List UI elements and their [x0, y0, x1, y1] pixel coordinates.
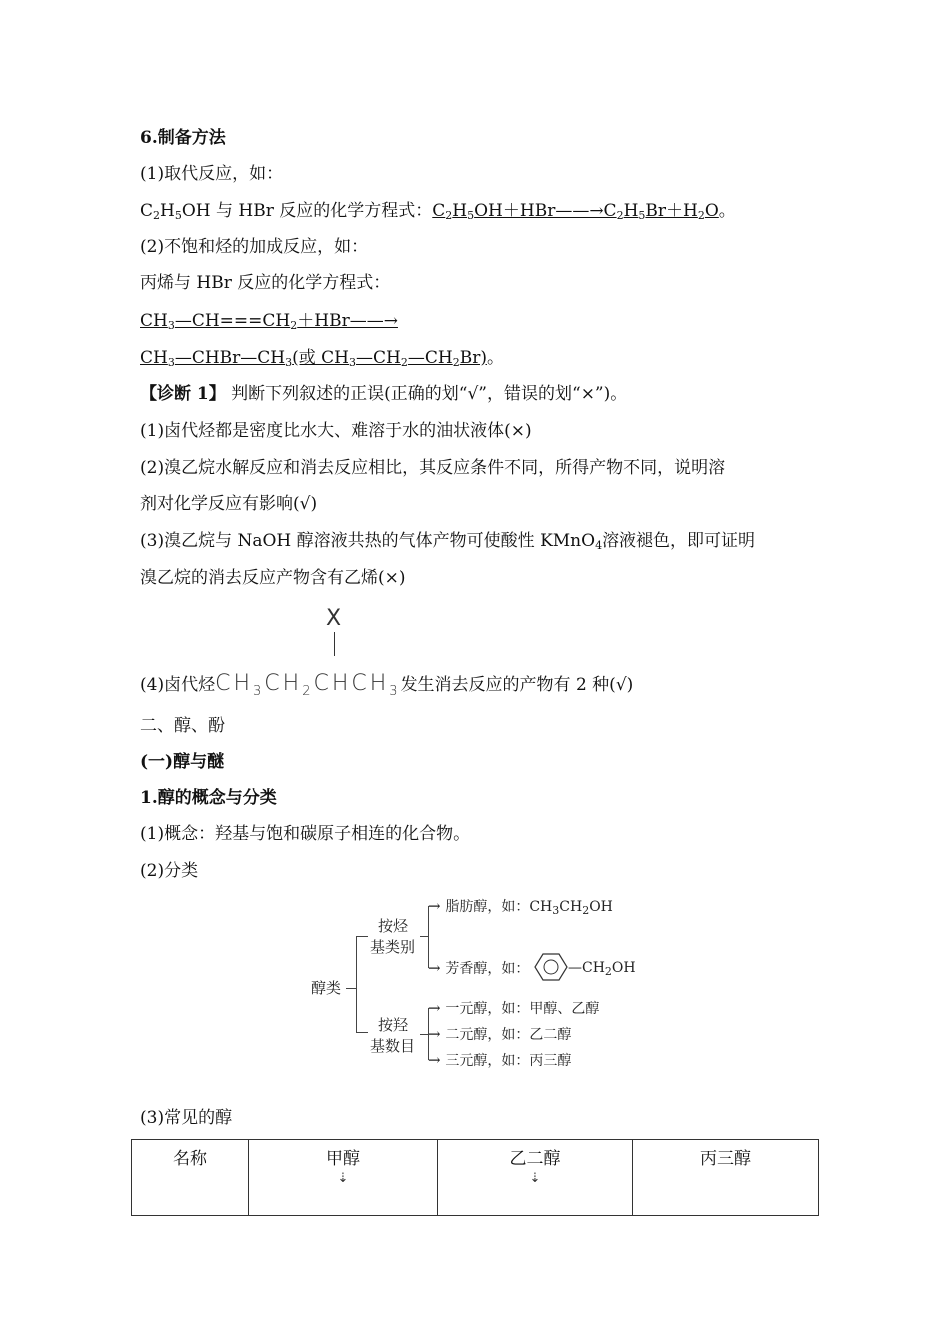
alcohol-concept: (1)概念：羟基与饱和碳原子相连的化合物。 — [140, 824, 471, 844]
tree-connector — [420, 1034, 428, 1035]
tree-leaf-monohydric: → 一元醇，如：甲醇、乙醇 — [428, 999, 600, 1017]
diagnosis-q2-line2: 剂对化学反应有影响(√) — [140, 494, 318, 514]
diagnosis-q3-line2: 溴乙烷的消去反应产物含有乙烯(×) — [140, 568, 406, 588]
table-header-glycerol: 丙三醇 — [633, 1140, 819, 1216]
tree-leaf-aliphatic: → 脂肪醇，如：$CH_3CH_2OH$ — [428, 897, 613, 917]
halogen-bond-line — [334, 632, 335, 656]
table-header-name: 名称 — [132, 1140, 249, 1216]
tree-connector — [420, 936, 428, 937]
halogen-substituent-label: X — [326, 606, 342, 631]
diagnosis-header — [140, 382, 627, 406]
tree-leaf-aromatic-group: $—CH_2OH$ — [568, 960, 636, 978]
arrow-down-icon: ⇣ — [529, 1171, 541, 1186]
table-row — [132, 1140, 819, 1216]
subsection-alcohol-ether: (一)醇与醚 — [140, 752, 225, 772]
tree-branch-hydroxyl-line2: 基数目 — [370, 1037, 416, 1055]
part2-heading: 二、醇、酚 — [140, 716, 225, 736]
diagnosis-q2-line1: (2)溴乙烷水解反应和消去反应相比，其反应条件不同，所得产物不同，说明溶 — [140, 458, 726, 478]
equation-2-intro: 丙烯与 HBr 反应的化学方程式： — [140, 273, 391, 293]
haloalkane-structure: $CH_3CH_2CHCH_3$ — [215, 671, 401, 699]
item-substitution: (1)取代反应，如： — [140, 164, 284, 184]
section-heading-preparation: 6.制备方法 — [140, 128, 226, 148]
tree-branch-hydrocarbon-line2: 基类别 — [370, 938, 416, 956]
equation-2-line-1: $CH_3—CH===CH_2+HBr——\to$ — [140, 311, 398, 332]
diagnosis-label: 【诊断 1】 — [140, 384, 226, 404]
diagnosis-q1: (1)卤代烃都是密度比水大、难溶于水的油状液体(×) — [140, 421, 532, 441]
item-addition: (2)不饱和烃的加成反应，如： — [140, 237, 369, 257]
tree-leaf-aromatic: → 芳香醇，如： — [428, 959, 530, 977]
equation-1-formula: $C_2H_5OH+HBr——\to C_2H_5Br+H_2O$ — [432, 201, 719, 222]
diagnosis-q4: (4)卤代烃$CH_3CH_2CHCH_3$发生消去反应的产物有 2 种(√) — [140, 671, 634, 699]
tree-branch-hydrocarbon-line1: 按烃 — [378, 917, 409, 935]
diagnosis-q3-line1: (3)溴乙烷与 NaOH 醇溶液共热的气体产物可使酸性 KMnO$_4$溶液褪色，即可证明 — [140, 531, 756, 552]
benzene-ring-icon — [534, 952, 568, 982]
table-header-methanol: 甲醇 ⇣ — [249, 1140, 438, 1216]
table-header-ethylene-glycol: 乙二醇 ⇣ — [438, 1140, 633, 1216]
tree-branch-hydroxyl-line1: 按羟 — [378, 1016, 409, 1034]
tree-leaf-trihydric: → 三元醇，如：丙三醇 — [428, 1051, 572, 1069]
common-alcohols-label: (3)常见的醇 — [140, 1108, 233, 1128]
tree-connector — [346, 988, 356, 989]
subsection-alcohol-concept: 1.醇的概念与分类 — [140, 788, 277, 808]
diagnosis-prompt: 判断下列叙述的正误(正确的划“√”，错误的划“×”)。 — [225, 384, 628, 404]
tree-connector — [356, 936, 357, 1032]
arrow-down-icon: ⇣ — [337, 1171, 349, 1186]
tree-connector — [356, 936, 368, 937]
equation-1-line: $C_2H_5OH$ 与 HBr 反应的化学方程式：$C_2H_5OH+HBr——\to C_2H_5Br+H_2O$。 — [140, 201, 736, 222]
tree-leaf-dihydric: → 二元醇，如：乙二醇 — [428, 1025, 572, 1043]
common-alcohols-table — [131, 1139, 819, 1216]
alcohol-classify-label: (2)分类 — [140, 861, 199, 881]
tree-root: 醇类 — [311, 979, 342, 997]
equation-2-line-2: $CH_3—CHBr—CH_3$(或 $CH_3—CH_2—CH_2Br$)。 — [140, 348, 504, 369]
tree-connector — [356, 1032, 368, 1033]
